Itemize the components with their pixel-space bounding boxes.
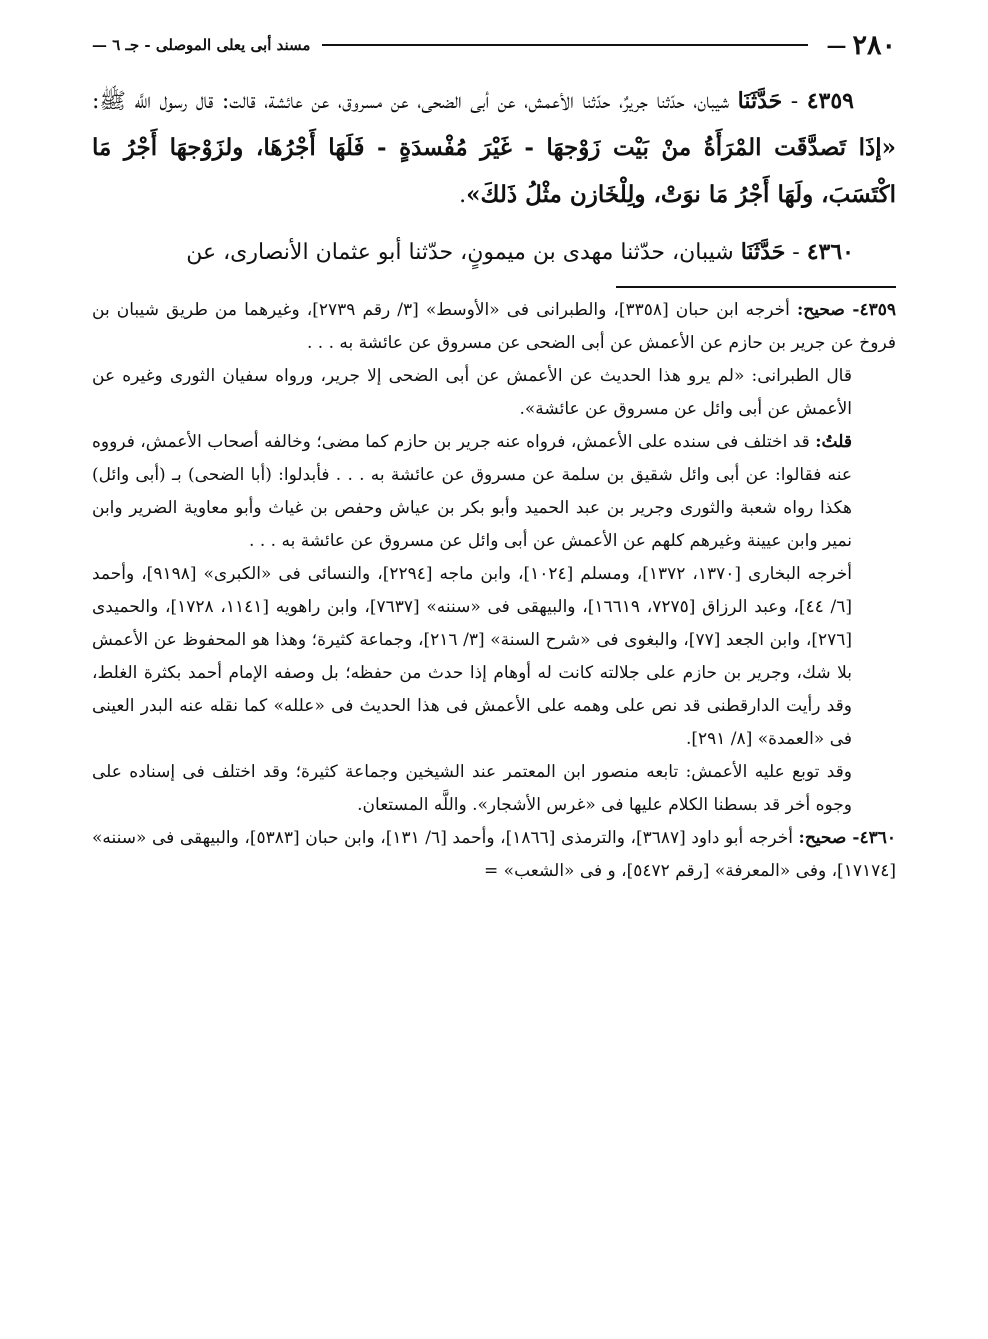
footnote-4359-tabarani: قال الطبرانى: «لم يرو هذا الحديث عن الأعمش عن أبى الضحى إلا جرير، ورواه سفيان الثورى وغيره عن الأعمش عن أبى وائل عن مسروق عن عائشة». <box>92 365 852 419</box>
hadith-quote: «إذَا تَصدَّقَت المْرَأَةُ منْ بَيْت زَوْجهَا - غَيْرَ مُفْسدَةٍ - فَلَهَا أَجْرُهَا، ولزَوْجهَا أَجْرُ مَا اكْتَسَبَ، ولَهَا أَجْرُ مَا نوَتْ، ولِلْخَازن مثْلُ ذَلكَ» <box>92 134 896 208</box>
footnote-4359-followup: وقد توبع عليه الأعمش: تابعه منصور ابن المعتمر عند الشيخين وجماعة كثيرة؛ وقد اختلف فى إسناده على وجوه أخر قد بسطنا الكلام عليها فى «غرس الأشجار». واللَّه المستعان. <box>92 761 852 815</box>
header-rule <box>322 44 808 46</box>
footnote-text: أخرجه أبو داود [٣٦٨٧]، والترمذى [١٨٦٦]، وأحمد [٦/ ١٣١]، وابن حبان [٥٣٨٣]، والبيهقى فى «سننه» [١٧١٧٤]، وفى «المعرفة» [رقم ٥٤٧٢]، و فى «الشعب» = <box>92 827 896 881</box>
hadith-4359 <box>92 78 896 219</box>
hadith-4360 <box>92 229 896 276</box>
hadith-separator: - <box>785 240 807 265</box>
page-number: ٢٨٠ <box>852 29 896 61</box>
hadith-chain: شيبان، حدّثنا مهدى بن ميمونٍ، حدّثنا أبو عثمان الأنصارى، عن <box>186 240 741 265</box>
page-header <box>92 22 896 68</box>
hadith-number: ٤٣٦٠ <box>806 239 854 265</box>
hadith-chain: شيبان، حدّثنا جريرٌ، حدّثنا الأعمش، عن أبى الضحى، عن مسروق، عن عائشة، قالت: قال رسول اللَّه ﷺ: <box>92 89 738 114</box>
footnote-separator <box>616 286 896 288</box>
hadith-number: ٤٣٥٩ <box>806 88 854 114</box>
footnote-4360-intro <box>92 822 896 888</box>
hadith-end: . <box>459 183 467 208</box>
footnote-text: أخرجه ابن حبان [٣٣٥٨]، والطبرانى فى «الأوسط» [٣/ رقم ٢٧٣٩]، وغيرهما من طريق شيبان بن فروخ عن جرير بن حازم عن الأعمش عن أبى الضحى عن مسروق عن عائشة به . . . <box>92 299 896 353</box>
header-dash: — <box>826 33 847 57</box>
footnote-text: قد اختلف فى سنده على الأعمش، فرواه عنه جرير بن حازم كما مضى؛ وخالفه أصحاب الأعمش، فرووه عنه فقالوا: عن أبى وائل شقيق بن سلمة عن مسروق عن عائشة به . . . فأبدلوا: (أبا الضحى) بـ (أبى وائل) هكذا رواه شعبة والثورى وجرير بن عبد الحميد وأبو بكر بن عياش وحفص بن غياث وأبو معاوية الضرير وابن نمير وابن عيينة وغيرهم كلهم عن الأعمش عن أبى وائل عن مسروق عن عائشة به . . . <box>92 431 852 551</box>
footnote-label: ٤٣٦٠- صحيح: <box>798 827 896 848</box>
footnote-label: ٤٣٥٩- صحيح: <box>797 299 896 320</box>
footnote-4359-analysis <box>92 426 896 558</box>
footnote-4359-intro <box>92 294 896 360</box>
book-page <box>92 22 896 1339</box>
hadith-keyword: حَدَّثَنَا <box>740 239 786 265</box>
running-title: مسند أبى يعلى الموصلى - جـ ٦ — <box>92 36 311 54</box>
main-text <box>92 78 896 276</box>
hadith-keyword: حَدَّثَنَا <box>737 88 783 114</box>
footnotes <box>92 294 896 888</box>
footnote-lead: قلتُ: <box>815 431 852 452</box>
hadith-separator: - <box>782 89 807 114</box>
footnote-4359-sources: أخرجه البخارى [١٣٧٠، ١٣٧٢]، ومسلم [١٠٢٤]، وابن ماجه [٢٢٩٤]، والنسائى فى «الكبرى» [٩١٩٨]، وأحمد [٦/ ٤٤]، وعبد الرزاق [٧٢٧٥، ١٦٦١٩]، والبيهقى فى «سننه» [٧٦٣٧]، وابن راهويه [١١٤١، ١٧٢٨]، والحميدى [٢٧٦]، وابن الجعد [٧٧]، والبغوى فى «شرح السنة» [٣/ ٢١٦]، وجماعة كثيرة؛ وهذا هو المحفوظ عن الأعمش بلا شك، وجرير بن حازم على جلالته كانت له أوهام إذا حدث من حفظه؛ بل وصفه الإمام أحمد بكثرة الغلط، وقد رأيت الدارقطنى قد نص على وهمه على الأعمش فى هذا الحديث فى «علله» كما نقله عنه البدر العينى فى «العمدة» [٨/ ٢٩١]. <box>92 563 853 749</box>
